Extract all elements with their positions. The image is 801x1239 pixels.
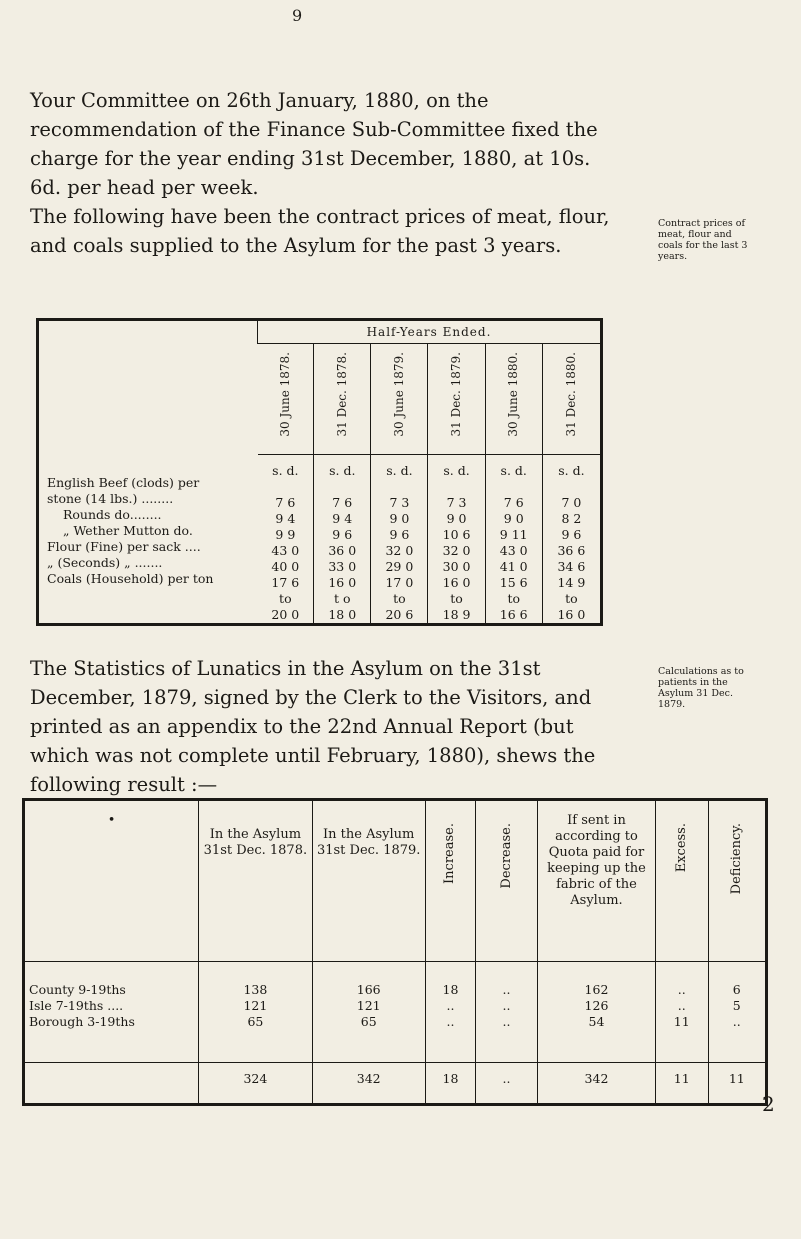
stats-value: 166 — [356, 982, 381, 997]
units-label: s. d. — [500, 463, 527, 478]
price-value: 9 4 — [275, 511, 296, 526]
stats-value: .. — [502, 998, 511, 1013]
price-value: 7 0 — [561, 495, 582, 510]
contract-prices-table — [36, 318, 603, 626]
price-value: 36 6 — [557, 543, 586, 558]
total-value: 324 — [199, 1063, 312, 1105]
price-value: 9 11 — [499, 527, 528, 542]
stats-value: 65 — [247, 1014, 264, 1029]
paragraph-statistics: The Statistics of Lunatics in the Asylum on the 31st December, 1879, signed by the Clerk to the Visitors, and printed as an appendix to the 22nd Annual Report (but which was not complete until February, 1880), shews the following result :— — [30, 657, 596, 796]
units-label: s. d. — [386, 463, 413, 478]
price-value: 7 6 — [332, 495, 353, 510]
period-label: 31 Dec. 1880. — [563, 352, 578, 437]
price-value: t o — [333, 591, 351, 606]
price-value: 9 0 — [503, 511, 524, 526]
price-column — [258, 455, 314, 625]
price-value: to — [279, 591, 292, 606]
period-header — [542, 344, 601, 455]
price-value: 36 0 — [328, 543, 357, 558]
stats-column — [312, 962, 425, 1063]
price-value: 9 0 — [389, 511, 410, 526]
spacer-row — [486, 479, 542, 495]
corner-cell: • — [24, 800, 199, 962]
price-column — [314, 455, 371, 625]
stats-column — [655, 962, 708, 1063]
stats-value: .. — [677, 998, 686, 1013]
price-column — [428, 455, 485, 625]
price-value: 20 0 — [271, 607, 300, 622]
price-value: 16 0 — [557, 607, 586, 622]
total-value: 11 — [708, 1063, 766, 1105]
spacer-row — [543, 479, 600, 495]
stats-value: .. — [446, 1014, 455, 1029]
stats-value: 121 — [356, 998, 381, 1013]
stats-column — [425, 962, 475, 1063]
price-value: 32 0 — [385, 543, 414, 558]
price-column — [371, 455, 428, 625]
total-value: 18 — [425, 1063, 475, 1105]
price-value: 41 0 — [499, 559, 528, 574]
units-label: s. d. — [329, 463, 356, 478]
price-column — [485, 455, 542, 625]
price-value: to — [507, 591, 520, 606]
price-value: 40 0 — [271, 559, 300, 574]
period-header — [485, 344, 542, 455]
price-value: 7 3 — [389, 495, 410, 510]
stats-header — [537, 800, 655, 962]
price-value: 16 0 — [442, 575, 471, 590]
price-value: 9 9 — [275, 527, 296, 542]
statistics-table — [22, 798, 768, 1106]
price-value: 10 6 — [442, 527, 471, 542]
price-value: 34 6 — [557, 559, 586, 574]
stats-value: 6 — [732, 982, 741, 997]
stats-header — [655, 800, 708, 962]
price-value: 18 9 — [442, 607, 471, 622]
item-label: stone (14 lbs.) ........ — [47, 491, 174, 506]
item-label: English Beef (clods) per — [47, 475, 200, 490]
stats-value: 126 — [584, 998, 609, 1013]
totals-label-cell — [24, 1063, 199, 1105]
price-value: 14 9 — [557, 575, 586, 590]
price-value: 29 0 — [385, 559, 414, 574]
total-value: 342 — [537, 1063, 655, 1105]
stats-value: 5 — [732, 998, 741, 1013]
price-value: 43 0 — [271, 543, 300, 558]
price-value: to — [393, 591, 406, 606]
stats-header — [708, 800, 766, 962]
price-value: 9 4 — [332, 511, 353, 526]
price-value: 43 0 — [499, 543, 528, 558]
stats-value: .. — [502, 1014, 511, 1029]
total-value: .. — [476, 1063, 538, 1105]
price-value: 30 0 — [442, 559, 471, 574]
paragraph-contract-prices: The following have been the contract prices of meat, flour, and coals supplied to the Asylum for the past 3 years. — [30, 205, 610, 257]
item-label: Flour (Fine) per sack .... — [47, 539, 201, 554]
price-value: 15 6 — [499, 575, 528, 590]
total-value: 11 — [655, 1063, 708, 1105]
price-value: 9 6 — [332, 527, 353, 542]
units-label: s. d. — [558, 463, 585, 478]
stray-mark: 2 — [762, 1092, 775, 1116]
stats-header-label: In the Asylum 31st Dec. 1879. — [316, 827, 421, 858]
price-value: to — [450, 591, 463, 606]
item-column — [38, 320, 258, 625]
stats-value: .. — [677, 982, 686, 997]
stats-value: 54 — [588, 1014, 605, 1029]
price-value: to — [565, 591, 578, 606]
price-value: 7 3 — [446, 495, 467, 510]
stats-value: .. — [732, 1014, 741, 1029]
price-value: 33 0 — [328, 559, 357, 574]
price-value: 18 0 — [328, 607, 357, 622]
row-name: Isle 7-19ths .... — [29, 998, 124, 1013]
stats-column — [199, 962, 312, 1063]
stats-header-label: In the Asylum 31st Dec. 1878. — [203, 827, 308, 858]
period-label: 30 June 1878. — [277, 352, 292, 437]
period-label: 30 June 1880. — [506, 352, 521, 437]
item-label: Rounds do........ — [63, 507, 162, 522]
spacer-row — [258, 479, 314, 495]
stats-value: 65 — [360, 1014, 377, 1029]
price-value: 17 0 — [385, 575, 414, 590]
stats-header-label: If sent in according to Quota paid for keeping up the fabric of the Asylum. — [547, 813, 646, 908]
item-label: „ Wether Mutton do. — [63, 523, 193, 538]
row-names — [24, 962, 199, 1063]
total-value: 342 — [312, 1063, 425, 1105]
stats-value: 162 — [584, 982, 609, 997]
item-label: „ (Seconds) „ ....... — [47, 555, 163, 570]
spacer-row — [371, 479, 427, 495]
price-value: 9 0 — [446, 511, 467, 526]
units-label: s. d. — [272, 463, 299, 478]
stats-value: 18 — [442, 982, 459, 997]
stats-value: .. — [446, 998, 455, 1013]
stats-header-label: Excess. — [673, 823, 689, 873]
stats-column — [537, 962, 655, 1063]
row-name: Borough 3-19ths — [29, 1014, 135, 1029]
stats-value: 138 — [243, 982, 268, 997]
item-descriptions — [39, 447, 257, 587]
stats-header-label: Deficiency. — [728, 823, 744, 895]
price-value: 8 2 — [561, 511, 582, 526]
stats-value: 121 — [243, 998, 268, 1013]
stats-value: .. — [502, 982, 511, 997]
spacer-row — [314, 479, 370, 495]
price-value: 9 6 — [561, 527, 582, 542]
price-value: 17 6 — [271, 575, 300, 590]
stats-header-label: Decrease. — [498, 823, 514, 889]
price-value: 16 0 — [328, 575, 357, 590]
stats-header — [425, 800, 475, 962]
stats-header — [199, 800, 312, 962]
price-value: 32 0 — [442, 543, 471, 558]
paragraph-committee-charge: Your Committee on 26th January, 1880, on the recommendation of the Finance Sub-Committee fixed the charge for the year ending 31st December, 1880, at 10s. 6d. per head per week. — [30, 89, 598, 199]
stats-header — [312, 800, 425, 962]
half-years-header: Half-Years Ended. — [258, 320, 602, 344]
page-number: 9 — [292, 6, 303, 25]
stats-header — [476, 800, 538, 962]
stats-value: 11 — [673, 1014, 690, 1029]
stats-column — [476, 962, 538, 1063]
price-value: 7 6 — [503, 495, 524, 510]
item-label: Coals (Household) per ton — [47, 571, 214, 586]
stats-header-label: Increase. — [442, 823, 458, 884]
price-value: 9 6 — [389, 527, 410, 542]
price-value: 16 6 — [499, 607, 528, 622]
period-label: 31 Dec. 1879. — [449, 352, 464, 437]
period-header — [258, 344, 314, 455]
price-value: 7 6 — [275, 495, 296, 510]
margin-note-contract-prices: Contract prices of meat, flour and coals for the last 3 years. — [658, 218, 748, 262]
period-label: 30 June 1879. — [391, 352, 406, 437]
spacer-row — [428, 479, 484, 495]
price-value: 20 6 — [385, 607, 414, 622]
price-column — [542, 455, 601, 625]
stats-column — [708, 962, 766, 1063]
period-header — [428, 344, 485, 455]
units-label: s. d. — [443, 463, 470, 478]
period-header — [371, 344, 428, 455]
period-label: 31 Dec. 1878. — [334, 352, 349, 437]
row-name: County 9-19ths — [29, 982, 126, 997]
period-header — [314, 344, 371, 455]
margin-note-calculations: Calculations as to patients in the Asylum 31 Dec. 1879. — [658, 666, 744, 710]
